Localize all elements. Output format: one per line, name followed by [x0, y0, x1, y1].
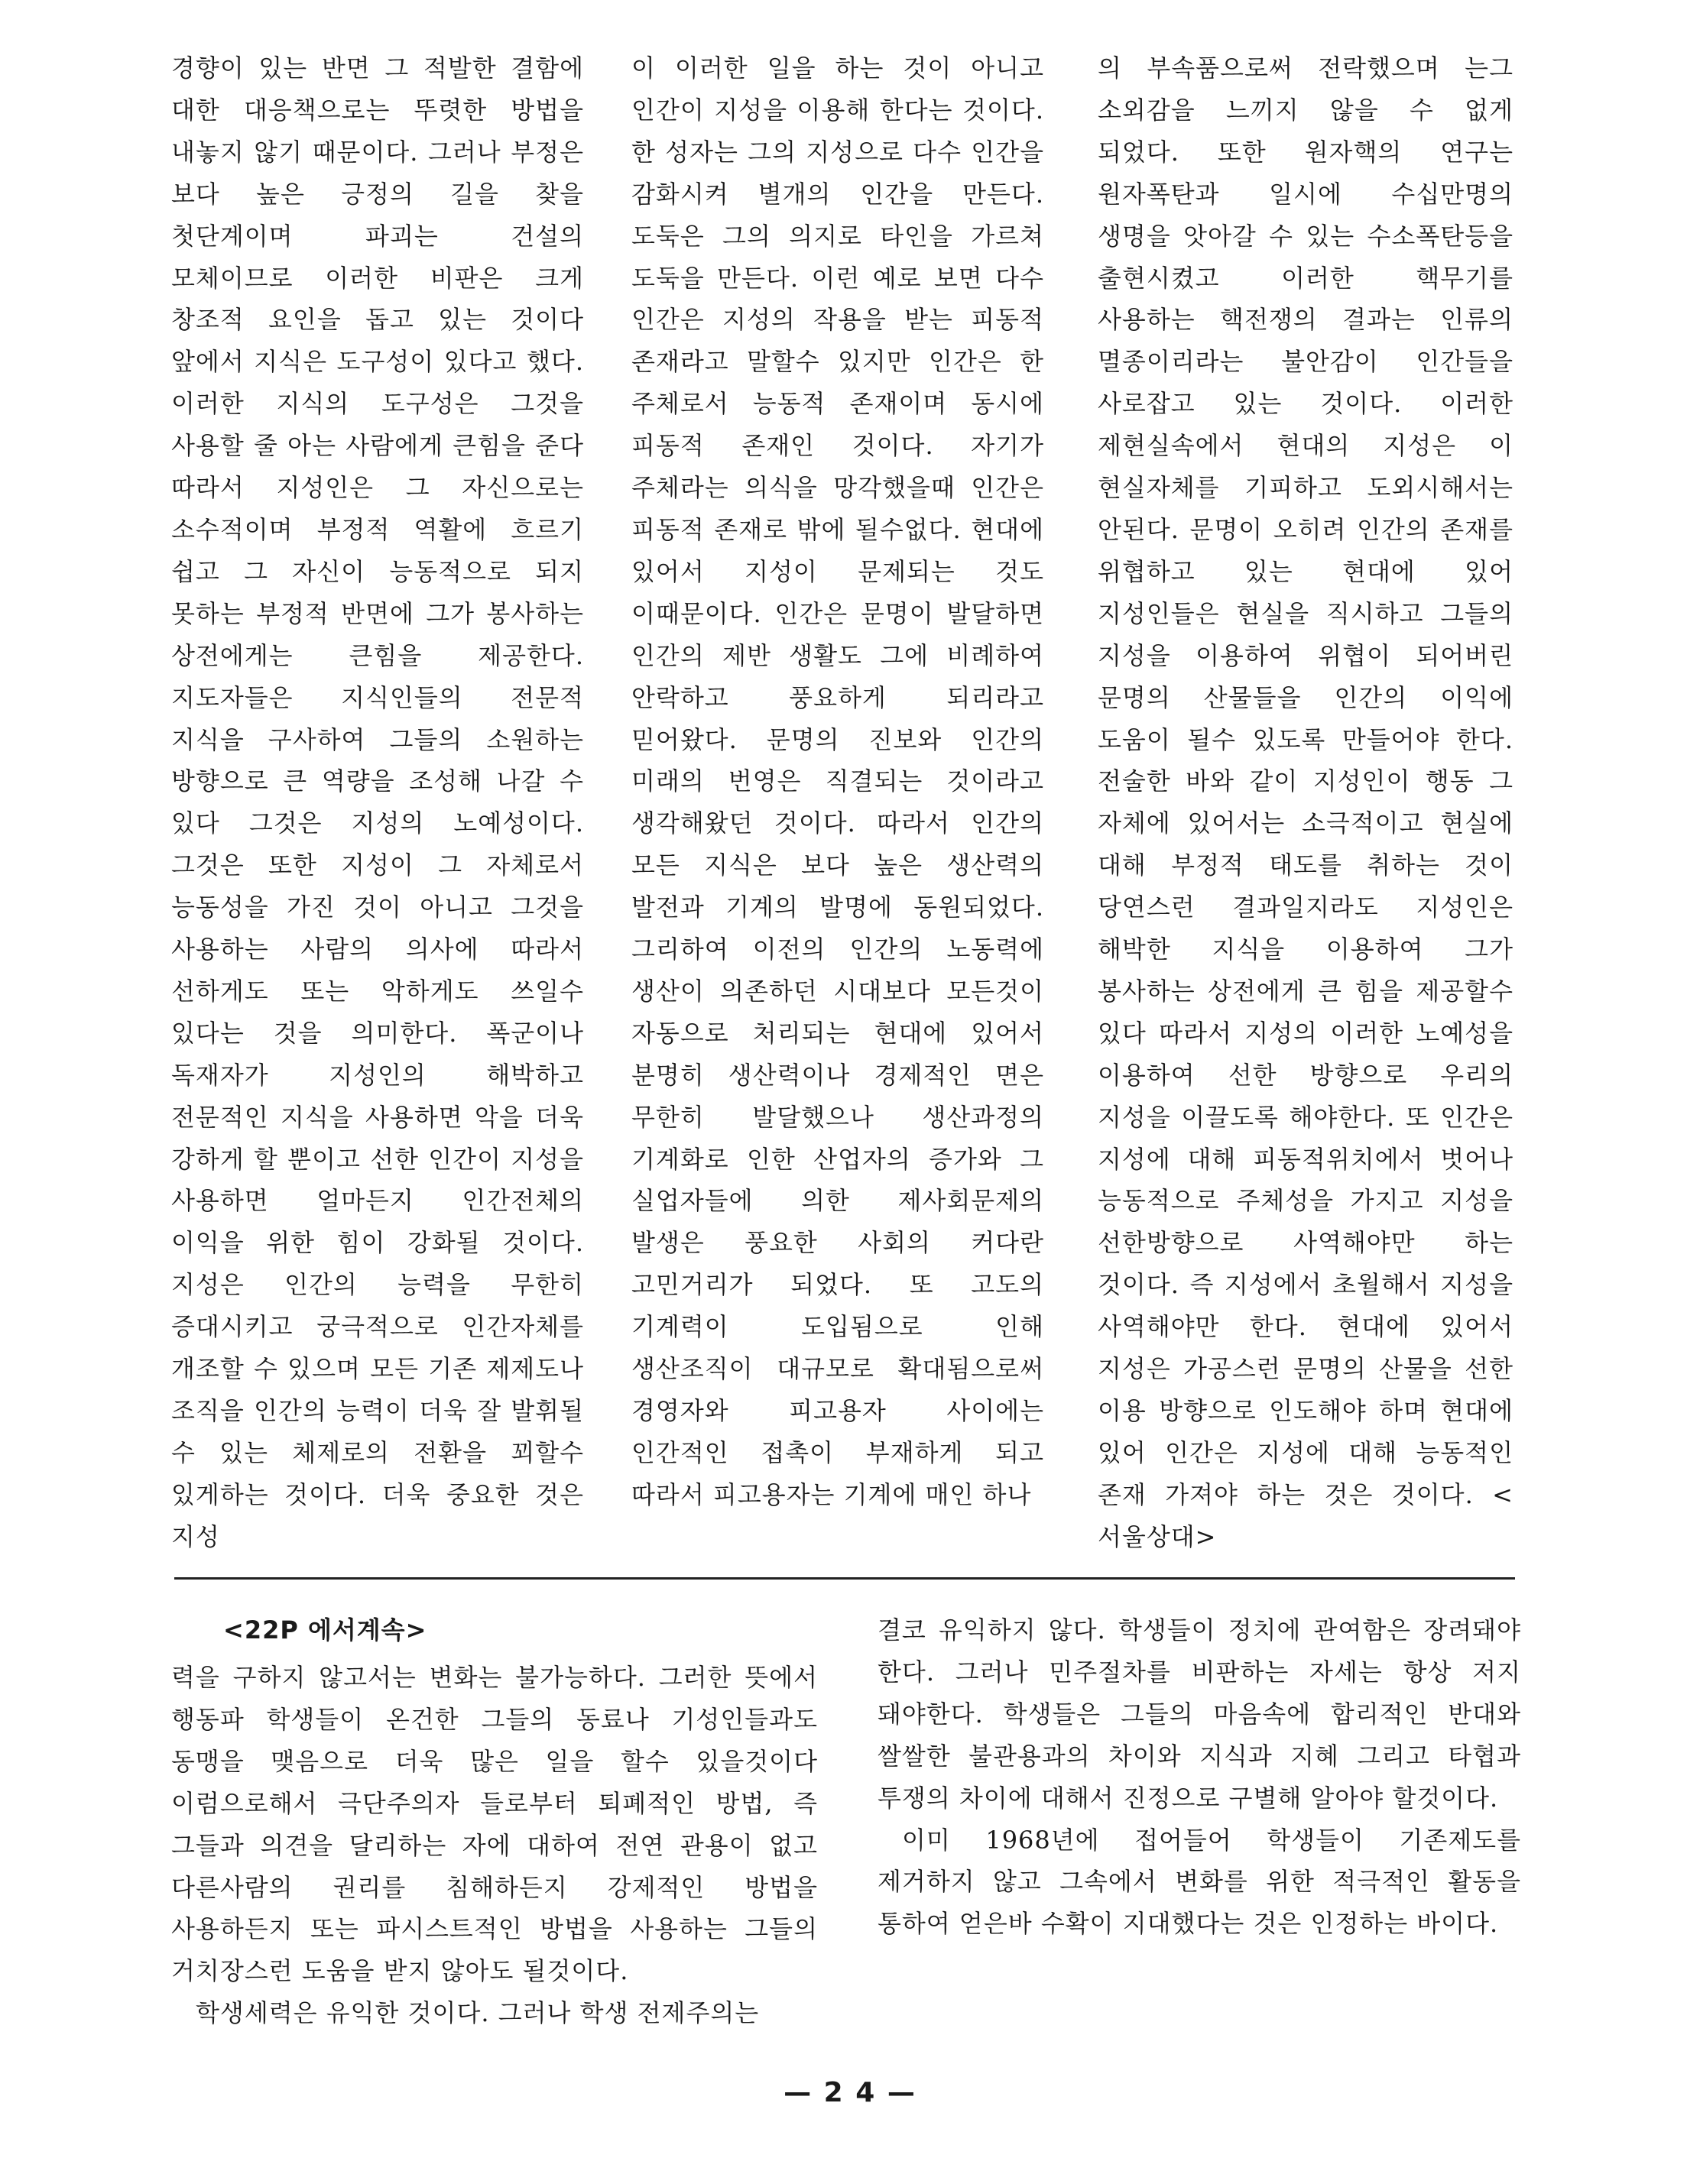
bottom-text-column-2: [878, 1609, 1521, 2060]
text-column-3: 의 부속품으로써 전락했으며 는그 소외감을 느끼지 않을 수 없게 되었다. 또한 원자핵의 연구는 원자폭탄과 일시에 수십만명의 생명을 앗아갈 수 있는 수소폭탄등을 출현시켰고 이러한 핵무기를 사용하는 핵전쟁의 결과는 인류의 멸종이리라는 불안감이 인간들을 사로잡고 있는 것이다. 이러한 제현실속에서 현대의 지성은 이 현실자체를 기피하고 도외시해서는 안된다. 문명이 오히려 인간의 존재를 위협하고 있는 현대에 있어 지성인들은 현실을 직시하고 그들의 지성을 이용하여 위협이 되어버린 문명의 산물들을 인간의 이익에 도움이 될수 있도록 만들어야 한다. 전술한 바와 같이 지성인이 행동 그 자체에 있어서는 소극적이고 현실에 대해 부정적 태도를 취하는 것이 당연스런 결과일지라도 지성인은 해박한 지식을 이용하여 그가 봉사하는 상전에게 큰 힘을 제공할수 있다 따라서 지성의 이러한 노예성을 이용하여 선한 방향으로 우리의 지성을 이끌도록 해야한다. 또 인간은 지성에 대해 피동적위치에서 벗어나 능동적으로 주체성을 가지고 지성을 선한방향으로 사역해야만 하는 것이다. 즉 지성에서 초월해서 지성을 사역해야만 한다. 현대에 있어서 지성은 가공스런 문명의 산물을 선한 이용 방향으로 인도해야 하며 현대에 있어 인간은 지성에 대해 능동적인 존재 가져야 하는 것은 것이다. <서울상대>: [1098, 53, 1513, 1551]
paragraph: 이미 1968년에 접어들어 학생들이 기존제도를 제거하지 않고 그속에서 변화를 위한 적극적인 활동을 통하여 얻은바 수확이 지대했다는 것은 인정하는 바이다.: [878, 1825, 1521, 1939]
text-column-2: 이 이러한 일을 하는 것이 아니고 인간이 지성을 이용해 한다는 것이다. 한 성자는 그의 지성으로 다수 인간을 감화시켜 별개의 인간을 만든다. 도둑은 그의 의지로 타인을 가르쳐 도둑을 만든다. 이런 예로 보면 다수 인간은 지성의 작용을 받는 피동적 존재라고 말할수 있지만 인간은 한 주체로서 능동적 존재이며 동시에 피동적 존재인 것이다. 자기가 주체라는 의식을 망각했을때 인간은 피동적 존재로 밖에 될수없다. 현대에 있어서 지성이 문제되는 것도 이때문이다. 인간은 문명이 발달하면 인간의 제반 생활도 그에 비례하여 안락하고 풍요하게 되리라고 믿어왔다. 문명의 진보와 인간의 미래의 번영은 직결되는 것이라고 생각해왔던 것이다. 따라서 인간의 모든 지식은 보다 높은 생산력의 발전과 기계의 발명에 동원되었다. 그리하여 이전의 인간의 노동력에 생산이 의존하던 시대보다 모든것이 자동으로 처리되는 현대에 있어서 분명히 생산력이나 경제적인 면은 무한히 발달했으나 생산과정의 기계화로 인한 산업자의 증가와 그 실업자들에 의한 제사회문제의 발생은 풍요한 사회의 커다란 고민거리가 되었다. 또 고도의 기계력이 도입됨으로 인해 생산조직이 대규모로 확대됨으로써 경영자와 피고용자 사이에는 인간적인 접촉이 부재하게 되고 따라서 피고용자는 기계에 매인 하나: [631, 53, 1044, 1509]
bottom-text-column-1: [171, 1657, 818, 2062]
continued-from-label: <22P 에서계속>: [223, 1615, 427, 1644]
paragraph: 결코 유익하지 않다. 학생들이 정치에 관여함은 장려돼야 한다. 그러나 민주절차를 비판하는 자세는 항상 저지 돼야한다. 학생들은 그들의 마음속에 합리적인 반대와 쌀쌀한 불관용과의 차이와 지식과 지혜 그리고 타협과 투쟁의 차이에 대해서 진정으로 구별해 알아야 할것이다.: [878, 1615, 1521, 1813]
paragraph: 력을 구하지 않고서는 변화는 불가능하다. 그러한 뜻에서 행동파 학생들이 온건한 그들의 동료나 기성인들과도 동맹을 맺음으로 더욱 많은 일을 할수 있을것이다 이럼으로해서 극단주의자 들로부터 퇴폐적인 방법, 즉 그들과 의견을 달리하는 자에 대하여 전연 관용이 없고 다른사람의 권리를 침해하든지 강제적인 방법을 사용하든지 또는 파시스트적인 방법을 사용하는 그들의 거치장스런 도움을 받지 않아도 될것이다.: [171, 1663, 818, 1986]
section-divider: [174, 1577, 1515, 1580]
paragraph: 학생세력은 유익한 것이다. 그러나 학생 전제주의는: [196, 1998, 760, 2028]
page-number: — 2 4 —: [783, 2077, 917, 2108]
text-column-1: 경향이 있는 반면 그 적발한 결함에 대한 대응책으로는 뚜렷한 방법을 내놓지 않기 때문이다. 그러나 부정은 보다 높은 긍정의 길을 찾을 첫단계이며 파괴는 건설의 모체이므로 이러한 비판은 크게 창조적 요인을 돕고 있는 것이다 앞에서 지식은 도구성이 있다고 했다. 이러한 지식의 도구성은 그것을 사용할 줄 아는 사람에게 큰힘을 준다 따라서 지성인은 그 자신으로는 소수적이며 부정적 역활에 흐르기 쉽고 그 자신이 능동적으로 되지 못하는 부정적 반면에 그가 봉사하는 상전에게는 큰힘을 제공한다. 지도자들은 지식인들의 전문적 지식을 구사하여 그들의 소원하는 방향으로 큰 역량을 조성해 나갈 수 있다 그것은 지성의 노예성이다. 그것은 또한 지성이 그 자체로서 능동성을 가진 것이 아니고 그것을 사용하는 사람의 의사에 따라서 선하게도 또는 악하게도 쓰일수 있다는 것을 의미한다. 폭군이나 독재자가 지성인의 해박하고 전문적인 지식을 사용하면 악을 더욱 강하게 할 뿐이고 선한 인간이 지성을 사용하면 얼마든지 인간전체의 이익을 위한 힘이 강화될 것이다. 지성은 인간의 능력을 무한히 증대시키고 궁극적으로 인간자체를 개조할 수 있으며 모든 기존 제제도나 조직을 인간의 능력이 더욱 잘 발휘될 수 있는 체제로의 전환을 꾀할수 있게하는 것이다. 더욱 중요한 것은 지성: [171, 53, 584, 1551]
